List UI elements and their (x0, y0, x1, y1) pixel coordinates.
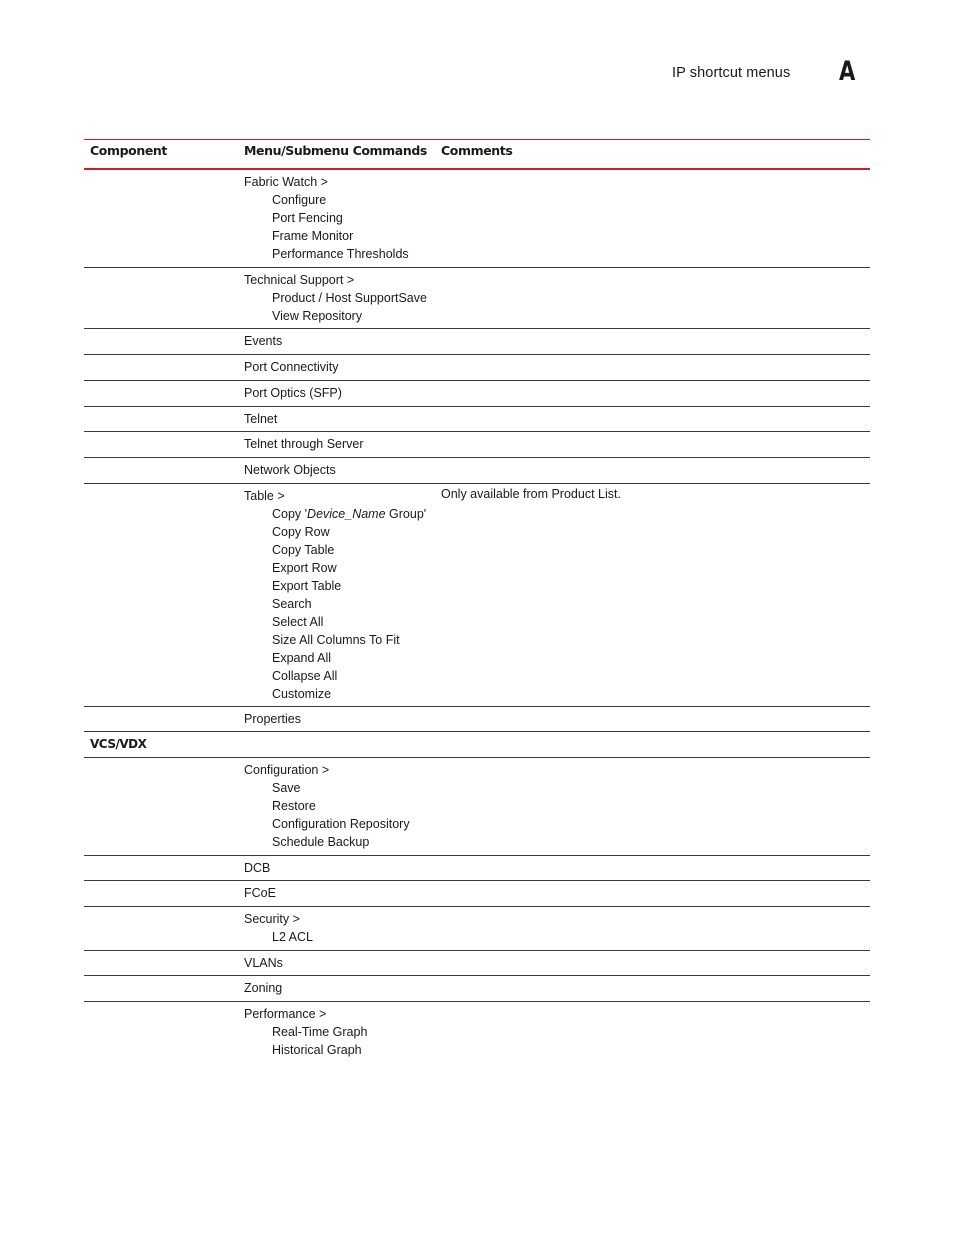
menu-commands-cell (244, 979, 282, 997)
submenu-command: Product / Host SupportSave (272, 291, 427, 305)
submenu-command: Select All (272, 615, 324, 629)
menu-commands-cell (244, 358, 338, 376)
component-cell: VCS/VDX (90, 737, 147, 751)
submenu-command: Customize (272, 687, 332, 701)
menu-command: Configuration > (244, 763, 330, 777)
table-row (84, 758, 870, 856)
table-row (84, 732, 870, 758)
menu-command: Telnet through Server (244, 437, 364, 451)
menu-command: Port Connectivity (244, 360, 339, 374)
table-row (84, 458, 870, 484)
submenu-command: Frame Monitor (272, 229, 354, 243)
menu-command: Network Objects (244, 463, 336, 477)
submenu-command: Historical Graph (272, 1043, 362, 1057)
submenu-command: Copy Table (272, 543, 335, 557)
submenu-command: L2 ACL (272, 930, 314, 944)
shortcut-menu-table (84, 139, 870, 1066)
comments-cell: Only available from Product List. (441, 487, 621, 501)
menu-commands-cell (244, 384, 342, 402)
table-body (84, 170, 870, 1066)
submenu-command: Size All Columns To Fit (272, 633, 400, 647)
submenu-command: View Repository (272, 309, 363, 323)
submenu-command: Port Fencing (272, 211, 343, 225)
submenu-command: Expand All (272, 651, 332, 665)
table-row (84, 907, 870, 951)
submenu-command: Configure (272, 193, 327, 207)
menu-command: VLANs (244, 956, 283, 970)
submenu-command: Copy 'Device_Name Group' (272, 507, 427, 521)
column-header-component: Component (90, 143, 167, 158)
menu-command: Events (244, 334, 283, 348)
page-section-title: IP shortcut menus (672, 65, 791, 81)
submenu-command: Export Row (272, 561, 337, 575)
table-row (84, 707, 870, 732)
menu-commands-cell (244, 910, 313, 946)
table-row (84, 381, 870, 407)
table-row (84, 976, 870, 1002)
menu-commands-cell (244, 954, 283, 972)
column-header-comments: Comments (441, 143, 513, 158)
menu-commands-cell (244, 859, 270, 877)
menu-command: Performance > (244, 1007, 327, 1021)
submenu-command: Restore (272, 799, 316, 813)
table-row (84, 355, 870, 381)
menu-command: Technical Support > (244, 273, 355, 287)
menu-command: FCoE (244, 886, 276, 900)
menu-commands-cell (244, 461, 336, 479)
menu-command: Port Optics (SFP) (244, 386, 342, 400)
menu-command: Properties (244, 712, 301, 726)
table-row (84, 1002, 870, 1066)
menu-commands-cell (244, 410, 277, 428)
menu-commands-cell (244, 710, 301, 728)
table-row (84, 881, 870, 907)
submenu-command: Real-Time Graph (272, 1025, 368, 1039)
table-row (84, 329, 870, 355)
menu-command: Security > (244, 912, 300, 926)
table-row (84, 951, 870, 976)
menu-command: Table > (244, 489, 285, 503)
menu-command: Telnet (244, 412, 278, 426)
submenu-command: Save (272, 781, 301, 795)
menu-commands-cell (244, 761, 410, 851)
table-row (84, 856, 870, 881)
submenu-command: Configuration Repository (272, 817, 410, 831)
table-row (84, 484, 870, 707)
table-row (84, 432, 870, 458)
table-row (84, 268, 870, 329)
submenu-command: Copy Row (272, 525, 330, 539)
menu-commands-cell (244, 884, 276, 902)
menu-commands-cell (244, 435, 364, 453)
column-header-menu-commands: Menu/Submenu Commands (244, 143, 427, 158)
submenu-command: Performance Thresholds (272, 247, 409, 261)
table-row (84, 407, 870, 432)
menu-commands-cell (244, 332, 282, 350)
menu-commands-cell (244, 1005, 367, 1059)
menu-command: DCB (244, 861, 271, 875)
appendix-letter: A (839, 56, 856, 87)
menu-command: Zoning (244, 981, 283, 995)
submenu-command: Search (272, 597, 312, 611)
table-header (84, 139, 870, 170)
menu-commands-cell (244, 173, 409, 263)
submenu-command: Collapse All (272, 669, 338, 683)
submenu-command: Schedule Backup (272, 835, 370, 849)
submenu-command: Export Table (272, 579, 342, 593)
menu-commands-cell (244, 487, 426, 703)
menu-commands-cell (244, 271, 427, 325)
menu-command: Fabric Watch > (244, 175, 328, 189)
table-row (84, 170, 870, 268)
